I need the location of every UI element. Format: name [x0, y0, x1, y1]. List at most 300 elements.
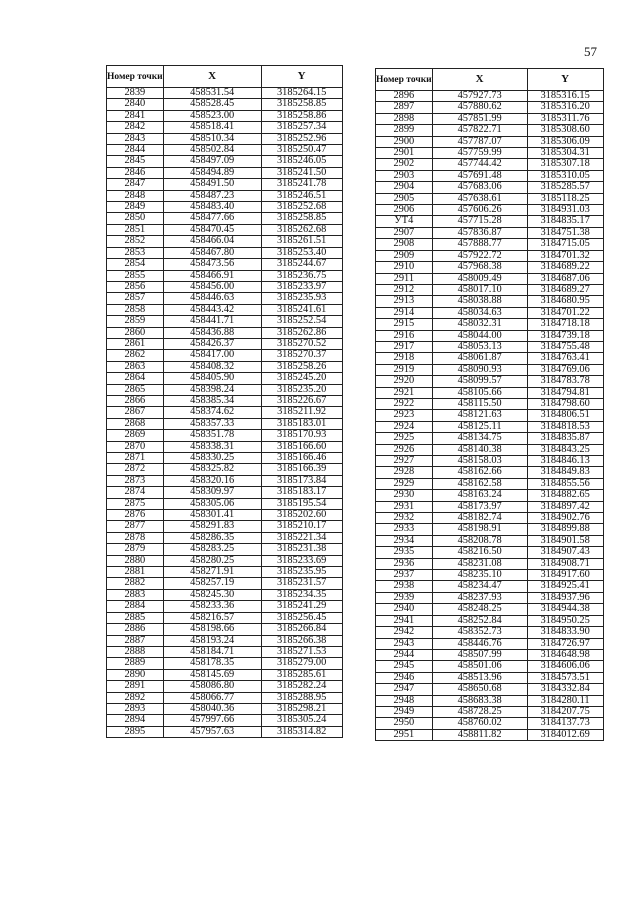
x-coordinate-cell: 458061.87	[432, 353, 527, 364]
table-row	[376, 456, 604, 467]
x-coordinate-cell: 458683.38	[432, 695, 527, 706]
x-coordinate-cell: 458090.93	[432, 364, 527, 375]
table-row	[376, 706, 604, 717]
point-number-cell: 2915	[376, 319, 433, 330]
point-number-cell: 2891	[107, 681, 164, 692]
y-coordinate-cell: 3184689.27	[527, 284, 603, 295]
point-number-cell: 2939	[376, 592, 433, 603]
x-coordinate-cell: 458405.90	[163, 373, 261, 384]
x-coordinate-cell: 458351.78	[163, 430, 261, 441]
point-number-cell: 2929	[376, 478, 433, 489]
table-row	[107, 498, 343, 509]
y-coordinate-cell: 3184925.41	[527, 581, 603, 592]
table-row	[107, 293, 343, 304]
table-row	[107, 453, 343, 464]
x-coordinate-cell: 458408.32	[163, 361, 261, 372]
x-coordinate-cell: 457787.07	[432, 136, 527, 147]
x-coordinate-cell: 458145.69	[163, 669, 261, 680]
x-coordinate-cell: 458760.02	[432, 718, 527, 729]
table-row	[376, 262, 604, 273]
point-number-cell: 2917	[376, 341, 433, 352]
x-coordinate-cell: 458178.35	[163, 658, 261, 669]
y-coordinate-cell: 3185279.00	[261, 658, 342, 669]
point-number-cell: 2858	[107, 304, 164, 315]
point-number-cell: УТ4	[376, 216, 433, 227]
y-coordinate-cell: 3185252.54	[261, 316, 342, 327]
y-coordinate-cell: 3185118.25	[527, 193, 603, 204]
point-number-cell: 2867	[107, 407, 164, 418]
table-row	[376, 615, 604, 626]
y-coordinate-cell: 3185231.57	[261, 578, 342, 589]
y-coordinate-cell: 3185210.17	[261, 521, 342, 532]
x-coordinate-cell: 458198.66	[163, 624, 261, 635]
x-coordinate-cell: 457851.99	[432, 113, 527, 124]
table-row	[107, 259, 343, 270]
table-row	[107, 122, 343, 133]
y-coordinate-cell: 3185166.60	[261, 441, 342, 452]
y-coordinate-cell: 3184849.83	[527, 467, 603, 478]
x-coordinate-cell: 457927.73	[432, 91, 527, 102]
table-row	[107, 202, 343, 213]
table-row	[376, 319, 604, 330]
table-row	[107, 578, 343, 589]
x-coordinate-cell: 458443.42	[163, 304, 261, 315]
y-coordinate-cell: 3185235.95	[261, 567, 342, 578]
table-row	[376, 136, 604, 147]
point-number-cell: 2944	[376, 649, 433, 660]
y-coordinate-cell: 3185234.35	[261, 589, 342, 600]
column-header-number: Номер точки	[107, 66, 164, 88]
point-number-cell: 2901	[376, 148, 433, 159]
table-row	[107, 133, 343, 144]
point-number-cell: 2881	[107, 567, 164, 578]
y-coordinate-cell: 3185316.15	[527, 91, 603, 102]
y-coordinate-cell: 3185282.24	[261, 681, 342, 692]
y-coordinate-cell: 3184917.60	[527, 570, 603, 581]
x-coordinate-cell: 458044.00	[432, 330, 527, 341]
x-coordinate-cell: 458477.66	[163, 213, 261, 224]
table-row	[107, 624, 343, 635]
x-coordinate-cell: 457836.87	[432, 227, 527, 238]
y-coordinate-cell: 3185252.68	[261, 202, 342, 213]
x-coordinate-cell: 458338.31	[163, 441, 261, 452]
x-coordinate-cell: 458357.33	[163, 418, 261, 429]
y-coordinate-cell: 3185183.17	[261, 487, 342, 498]
point-number-cell: 2909	[376, 250, 433, 261]
y-coordinate-cell: 3185235.20	[261, 384, 342, 395]
point-number-cell: 2847	[107, 179, 164, 190]
table-row	[376, 330, 604, 341]
table-row	[107, 635, 343, 646]
point-number-cell: 2868	[107, 418, 164, 429]
x-coordinate-cell: 457683.06	[432, 182, 527, 193]
x-coordinate-cell: 458473.56	[163, 259, 261, 270]
table-row	[107, 270, 343, 281]
y-coordinate-cell: 3185170.93	[261, 430, 342, 441]
y-coordinate-cell: 3184739.18	[527, 330, 603, 341]
point-number-cell: 2851	[107, 224, 164, 235]
x-coordinate-cell: 457691.48	[432, 170, 527, 181]
table-row	[107, 487, 343, 498]
table-row	[376, 353, 604, 364]
point-number-cell: 2908	[376, 239, 433, 250]
y-coordinate-cell: 3184833.90	[527, 627, 603, 638]
table-row	[107, 236, 343, 247]
point-number-cell: 2938	[376, 581, 433, 592]
point-number-cell: 2914	[376, 307, 433, 318]
point-number-cell: 2926	[376, 444, 433, 455]
point-number-cell: 2947	[376, 684, 433, 695]
y-coordinate-cell: 3184937.96	[527, 592, 603, 603]
point-number-cell: 2911	[376, 273, 433, 284]
table-row	[376, 558, 604, 569]
x-coordinate-cell: 458216.50	[432, 547, 527, 558]
table-row	[107, 669, 343, 680]
x-coordinate-cell: 458305.06	[163, 498, 261, 509]
point-number-cell: 2892	[107, 692, 164, 703]
point-number-cell: 2924	[376, 421, 433, 432]
table-row	[107, 384, 343, 395]
y-coordinate-cell: 3184944.38	[527, 604, 603, 615]
point-number-cell: 2902	[376, 159, 433, 170]
y-coordinate-cell: 3185233.97	[261, 281, 342, 292]
x-coordinate-cell: 458009.49	[432, 273, 527, 284]
y-coordinate-cell: 3184902.76	[527, 513, 603, 524]
table-row	[107, 361, 343, 372]
table-row	[376, 239, 604, 250]
table-row	[376, 604, 604, 615]
point-number-cell: 2845	[107, 156, 164, 167]
y-coordinate-cell: 3185285.57	[527, 182, 603, 193]
x-coordinate-cell: 458163.24	[432, 490, 527, 501]
x-coordinate-cell: 458257.19	[163, 578, 261, 589]
x-coordinate-cell: 458182.74	[432, 513, 527, 524]
point-number-cell: 2852	[107, 236, 164, 247]
table-row	[376, 159, 604, 170]
x-coordinate-cell: 458216.57	[163, 612, 261, 623]
point-number-cell: 2884	[107, 601, 164, 612]
x-coordinate-cell: 458158.03	[432, 456, 527, 467]
x-coordinate-cell: 458528.45	[163, 99, 261, 110]
table-row	[107, 224, 343, 235]
y-coordinate-cell: 3185245.20	[261, 373, 342, 384]
y-coordinate-cell: 3185221.34	[261, 532, 342, 543]
x-coordinate-cell: 457957.63	[163, 726, 261, 737]
x-coordinate-cell: 457997.66	[163, 715, 261, 726]
x-coordinate-cell: 457822.71	[432, 125, 527, 136]
point-number-cell: 2856	[107, 281, 164, 292]
y-coordinate-cell: 3185173.84	[261, 475, 342, 486]
x-coordinate-cell: 458125.11	[432, 421, 527, 432]
table-row	[107, 156, 343, 167]
point-number-cell: 2839	[107, 88, 164, 99]
y-coordinate-cell: 3185258.85	[261, 99, 342, 110]
table-row	[376, 91, 604, 102]
x-coordinate-cell: 457922.72	[432, 250, 527, 261]
x-coordinate-cell: 458235.10	[432, 570, 527, 581]
y-coordinate-cell: 3185308.60	[527, 125, 603, 136]
y-coordinate-cell: 3184137.73	[527, 718, 603, 729]
point-number-cell: 2870	[107, 441, 164, 452]
column-header-y: Y	[527, 69, 603, 91]
table-row	[376, 421, 604, 432]
point-number-cell: 2923	[376, 410, 433, 421]
coordinates-table-right	[375, 68, 604, 741]
point-number-cell: 2934	[376, 535, 433, 546]
x-coordinate-cell: 457759.99	[432, 148, 527, 159]
x-coordinate-cell: 458099.57	[432, 376, 527, 387]
page-number: 57	[584, 44, 597, 59]
y-coordinate-cell: 3185262.68	[261, 224, 342, 235]
x-coordinate-cell: 458487.23	[163, 190, 261, 201]
x-coordinate-cell: 458441.71	[163, 316, 261, 327]
point-number-cell: 2886	[107, 624, 164, 635]
x-coordinate-cell: 458320.16	[163, 475, 261, 486]
y-coordinate-cell: 3184606.06	[527, 661, 603, 672]
table-row	[107, 430, 343, 441]
point-number-cell: 2848	[107, 190, 164, 201]
x-coordinate-cell: 458466.04	[163, 236, 261, 247]
y-coordinate-cell: 3185183.01	[261, 418, 342, 429]
table-row	[107, 327, 343, 338]
y-coordinate-cell: 3185262.86	[261, 327, 342, 338]
y-coordinate-cell: 3184769.06	[527, 364, 603, 375]
y-coordinate-cell: 3185235.93	[261, 293, 342, 304]
y-coordinate-cell: 3184648.98	[527, 649, 603, 660]
point-number-cell: 2865	[107, 384, 164, 395]
table-row	[107, 646, 343, 657]
y-coordinate-cell: 3185310.05	[527, 170, 603, 181]
x-coordinate-cell: 458301.41	[163, 510, 261, 521]
y-coordinate-cell: 3185246.05	[261, 156, 342, 167]
x-coordinate-cell: 458436.88	[163, 327, 261, 338]
x-coordinate-cell: 457744.42	[432, 159, 527, 170]
point-number-cell: 2844	[107, 145, 164, 156]
table-row	[107, 213, 343, 224]
table-row	[376, 113, 604, 124]
point-number-cell: 2842	[107, 122, 164, 133]
y-coordinate-cell: 3184701.32	[527, 250, 603, 261]
table-row	[376, 182, 604, 193]
y-coordinate-cell: 3185311.76	[527, 113, 603, 124]
point-number-cell: 2860	[107, 327, 164, 338]
y-coordinate-cell: 3185244.67	[261, 259, 342, 270]
point-number-cell: 2875	[107, 498, 164, 509]
point-number-cell: 2874	[107, 487, 164, 498]
y-coordinate-cell: 3184332.84	[527, 684, 603, 695]
point-number-cell: 2854	[107, 259, 164, 270]
x-coordinate-cell: 458252.84	[432, 615, 527, 626]
table-row	[376, 513, 604, 524]
point-number-cell: 2873	[107, 475, 164, 486]
point-number-cell: 2951	[376, 729, 433, 740]
coordinates-table-left	[106, 65, 343, 738]
x-coordinate-cell: 458650.68	[432, 684, 527, 695]
y-coordinate-cell: 3184931.03	[527, 205, 603, 216]
x-coordinate-cell: 458491.50	[163, 179, 261, 190]
x-coordinate-cell: 458038.88	[432, 296, 527, 307]
y-coordinate-cell: 3184687.06	[527, 273, 603, 284]
x-coordinate-cell: 458811.82	[432, 729, 527, 740]
y-coordinate-cell: 3185270.52	[261, 338, 342, 349]
point-number-cell: 2941	[376, 615, 433, 626]
point-number-cell: 2864	[107, 373, 164, 384]
column-header-number: Номер точки	[376, 69, 433, 91]
y-coordinate-cell: 3184901.58	[527, 535, 603, 546]
point-number-cell: 2843	[107, 133, 164, 144]
y-coordinate-cell: 3185258.85	[261, 213, 342, 224]
y-coordinate-cell: 3184908.71	[527, 558, 603, 569]
y-coordinate-cell: 3185270.37	[261, 350, 342, 361]
point-number-cell: 2920	[376, 376, 433, 387]
y-coordinate-cell: 3184718.18	[527, 319, 603, 330]
table-row	[376, 729, 604, 740]
point-number-cell: 2931	[376, 501, 433, 512]
point-number-cell: 2940	[376, 604, 433, 615]
table-row	[107, 612, 343, 623]
table-row	[107, 544, 343, 555]
y-coordinate-cell: 3185285.61	[261, 669, 342, 680]
point-number-cell: 2872	[107, 464, 164, 475]
x-coordinate-cell: 458467.80	[163, 247, 261, 258]
point-number-cell: 2888	[107, 646, 164, 657]
table-row	[376, 193, 604, 204]
x-coordinate-cell: 458105.66	[432, 387, 527, 398]
point-number-cell: 2950	[376, 718, 433, 729]
point-number-cell: 2853	[107, 247, 164, 258]
point-number-cell: 2871	[107, 453, 164, 464]
y-coordinate-cell: 3184689.22	[527, 262, 603, 273]
x-coordinate-cell: 458017.10	[432, 284, 527, 295]
x-coordinate-cell: 457968.38	[432, 262, 527, 273]
y-coordinate-cell: 3184907.43	[527, 547, 603, 558]
x-coordinate-cell: 458283.25	[163, 544, 261, 555]
y-coordinate-cell: 3184897.42	[527, 501, 603, 512]
table-row	[107, 304, 343, 315]
x-coordinate-cell: 458374.62	[163, 407, 261, 418]
y-coordinate-cell: 3184835.87	[527, 433, 603, 444]
x-coordinate-cell: 458352.73	[432, 627, 527, 638]
point-number-cell: 2840	[107, 99, 164, 110]
y-coordinate-cell: 3185266.84	[261, 624, 342, 635]
x-coordinate-cell: 458531.54	[163, 88, 261, 99]
table-row	[376, 467, 604, 478]
y-coordinate-cell: 3185236.75	[261, 270, 342, 281]
y-coordinate-cell: 3185298.21	[261, 703, 342, 714]
point-number-cell: 2904	[376, 182, 433, 193]
x-coordinate-cell: 458456.00	[163, 281, 261, 292]
x-coordinate-cell: 458248.25	[432, 604, 527, 615]
point-number-cell: 2906	[376, 205, 433, 216]
x-coordinate-cell: 458121.63	[432, 410, 527, 421]
point-number-cell: 2925	[376, 433, 433, 444]
table-row	[376, 296, 604, 307]
y-coordinate-cell: 3185233.69	[261, 555, 342, 566]
table-row	[376, 376, 604, 387]
table-row	[376, 535, 604, 546]
table-row	[107, 555, 343, 566]
point-number-cell: 2927	[376, 456, 433, 467]
y-coordinate-cell: 3184843.25	[527, 444, 603, 455]
table-row	[107, 715, 343, 726]
table-header-row	[376, 69, 604, 91]
x-coordinate-cell: 458162.66	[432, 467, 527, 478]
y-coordinate-cell: 3184818.53	[527, 421, 603, 432]
point-number-cell: 2883	[107, 589, 164, 600]
y-coordinate-cell: 3185250.47	[261, 145, 342, 156]
x-coordinate-cell: 458446.63	[163, 293, 261, 304]
table-row	[107, 190, 343, 201]
point-number-cell: 2942	[376, 627, 433, 638]
point-number-cell: 2897	[376, 102, 433, 113]
y-coordinate-cell: 3184701.22	[527, 307, 603, 318]
y-coordinate-cell: 3185253.40	[261, 247, 342, 258]
table-row	[376, 592, 604, 603]
y-coordinate-cell: 3185288.95	[261, 692, 342, 703]
y-coordinate-cell: 3185226.67	[261, 395, 342, 406]
point-number-cell: 2933	[376, 524, 433, 535]
point-number-cell: 2912	[376, 284, 433, 295]
point-number-cell: 2855	[107, 270, 164, 281]
y-coordinate-cell: 3184573.51	[527, 672, 603, 683]
x-coordinate-cell: 458330.25	[163, 453, 261, 464]
table-row	[376, 501, 604, 512]
point-number-cell: 2919	[376, 364, 433, 375]
x-coordinate-cell: 458497.09	[163, 156, 261, 167]
y-coordinate-cell: 3185305.24	[261, 715, 342, 726]
x-coordinate-cell: 458032.31	[432, 319, 527, 330]
table-row	[107, 247, 343, 258]
table-row	[107, 567, 343, 578]
table-row	[376, 672, 604, 683]
y-coordinate-cell: 3185252.96	[261, 133, 342, 144]
y-coordinate-cell: 3184783.78	[527, 376, 603, 387]
x-coordinate-cell: 458507.99	[432, 649, 527, 660]
point-number-cell: 2898	[376, 113, 433, 124]
x-coordinate-cell: 458115.50	[432, 398, 527, 409]
table-row	[107, 316, 343, 327]
point-number-cell: 2936	[376, 558, 433, 569]
table-row	[107, 521, 343, 532]
point-number-cell: 2918	[376, 353, 433, 364]
table-row	[107, 350, 343, 361]
x-coordinate-cell: 458234.47	[432, 581, 527, 592]
table-row	[376, 273, 604, 284]
point-number-cell: 2935	[376, 547, 433, 558]
table-row	[376, 444, 604, 455]
table-row	[376, 638, 604, 649]
point-number-cell: 2937	[376, 570, 433, 581]
y-coordinate-cell: 3184950.25	[527, 615, 603, 626]
table-row	[107, 726, 343, 737]
point-number-cell: 2879	[107, 544, 164, 555]
x-coordinate-cell: 458466.91	[163, 270, 261, 281]
point-number-cell: 2949	[376, 706, 433, 717]
table-row	[376, 524, 604, 535]
y-coordinate-cell: 3185166.39	[261, 464, 342, 475]
point-number-cell: 2849	[107, 202, 164, 213]
table-row	[107, 658, 343, 669]
column-header-x: X	[432, 69, 527, 91]
table-row	[107, 532, 343, 543]
table-row	[107, 167, 343, 178]
point-number-cell: 2866	[107, 395, 164, 406]
point-number-cell: 2861	[107, 338, 164, 349]
point-number-cell: 2887	[107, 635, 164, 646]
table-row	[107, 681, 343, 692]
point-number-cell: 2850	[107, 213, 164, 224]
y-coordinate-cell: 3185258.86	[261, 110, 342, 121]
